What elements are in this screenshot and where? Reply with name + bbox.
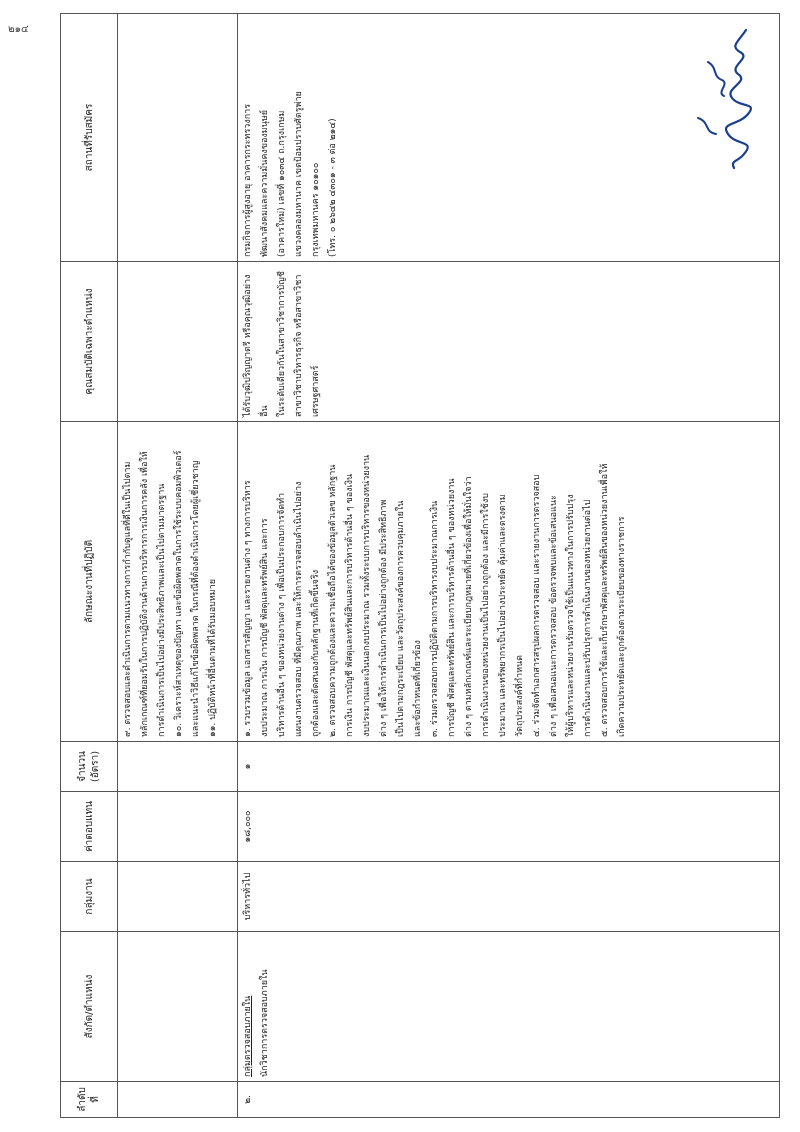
duty-line: การดำเนินงานและปรับปรุงการดำเนินงานของหน่วยงานต่อไป bbox=[583, 499, 593, 737]
apply-place-line: (อาคารใหม่) เลขที่ ๑๐๓๔ ถ.กรุงเกษม bbox=[277, 110, 287, 257]
prev-position-cell bbox=[118, 932, 238, 1082]
prev-qualification-cell bbox=[118, 262, 238, 422]
prev-duty-line: ๙. ตรวจสอบและดำเนินการตามแนวทางการกำกับดูแลที่ดีในเป็นไปตาม bbox=[123, 461, 133, 737]
duty-line: บริหารด้านอื่น ๆ ของหน่วยงานต่าง ๆ เพื่อเป็นประกอบการจัดทำ bbox=[277, 492, 287, 737]
prev-pay-cell bbox=[118, 792, 238, 862]
header-count: จำนวน (อัตรา) bbox=[61, 742, 118, 792]
row-duties-cell bbox=[238, 422, 780, 742]
duty-line: ต่าง ๆ เพื่อเสนอแนะการตรวจสอบ ข้อตรวจพบและข้อเสนอแนะ bbox=[549, 495, 559, 737]
table-header-row bbox=[61, 14, 118, 1118]
continuation-row bbox=[118, 14, 238, 1118]
duty-line: และข้อกำหนดที่เกี่ยวข้อง bbox=[413, 640, 423, 737]
duty-line: เกิดความประหยัดและถูกต้องตามระเบียบของทางราชการ bbox=[617, 516, 627, 737]
prev-count-cell bbox=[118, 742, 238, 792]
prev-no-cell bbox=[118, 1082, 238, 1118]
duty-line: ๓. ร่วมตรวจสอบการปฏิบัติตามการบริหารงบประมาณการเงิน bbox=[430, 500, 440, 737]
duty-line: การดำเนินงานของหน่วยงานเป็นไปอย่างถูกต้อง และมีการใช้งบ bbox=[481, 493, 491, 737]
qualification-line: สาขาวิชาบริหารธุรกิจ หรือสาขาวิชาเศรษฐศาสตร์ bbox=[294, 274, 321, 417]
header-position: สังกัด/ตำแหน่ง bbox=[61, 932, 118, 1082]
header-qualification: คุณสมบัติเฉพาะตำแหน่ง bbox=[61, 262, 118, 422]
apply-place-line: (โทร. ๐ ๒๖๔๒ ๔๓๐๑ - ๓ ต่อ ๒๑๔) bbox=[328, 118, 338, 257]
duty-line: แผนงานตรวจสอบ ที่มีคุณภาพ และให้การตรวจสอบดำเนินไปอย่าง bbox=[294, 481, 304, 737]
header-duties: ลักษณะงานที่ปฏิบัติ bbox=[61, 422, 118, 742]
duty-line: การเงิน การบัญชี พัสดุและทรัพย์สินและการบริหารด้านอื่น ๆ ของเงิน bbox=[345, 473, 355, 737]
page-number: ๒๑๔ bbox=[8, 24, 29, 35]
duty-line: วัตถุประสงค์ที่กำหนด bbox=[515, 654, 525, 737]
rotated-recruitment-table-wrapper bbox=[60, 14, 780, 1118]
duty-line: ประมาณ และทรัพยากรเป็นไปอย่างประหยัด คุ้มค่าและตรงตาม bbox=[498, 494, 508, 737]
duty-line: ๕. ตรวจสอบการใช้และเก็บรักษาพัสดุและทรัพย์สินของหน่วยงานเพื่อให้ bbox=[600, 463, 610, 737]
duty-line: ๑. รวบรวมข้อมูล เอกสารสัญญา และรายงานต่าง ๆ ทางการบริหาร bbox=[243, 480, 253, 737]
row-position-cell bbox=[238, 932, 780, 1082]
row-pay: ๑๘,๐๐๐ bbox=[238, 792, 780, 862]
prev-duty-line: ๑๐. วิเคราะห์สาเหตุของปัญหา และข้อผิดพลาดในการใช้ระบบคอมพิวเตอร์ bbox=[174, 450, 184, 737]
apply-place-line: กรมกิจการผู้สูงอายุ อาคารกระทรวงการ bbox=[243, 103, 253, 257]
qualification-line: ในระดับเดียวกันในสาขาวิชาการบัญชี bbox=[277, 271, 287, 417]
header-apply-place: สถานที่รับสมัคร bbox=[61, 14, 118, 262]
prev-group-cell bbox=[118, 862, 238, 932]
duty-line: งบประมาณ การเงิน การบัญชี พัสดุและทรัพย์สิน และการ bbox=[260, 518, 270, 737]
duty-line: ต่าง ๆ เพื่อให้การดำเนินการเป็นไปอย่างถูกต้อง มีประสิทธิภาพ bbox=[379, 499, 389, 737]
duty-line: ต่าง ๆ ตามหลักเกณฑ์และระเบียบกฎหมายที่เกี่ยวข้องเพื่อให้มั่นใจว่า bbox=[464, 476, 474, 737]
duty-line: ๒. ตรวจสอบความถูกต้องและความเชื่อถือได้ของข้อมูลตัวเลข หลักฐาน bbox=[328, 464, 338, 737]
duty-line: ๔. ร่วมจัดทำเอกสารสรุปผลการตรวจสอบ และรายงานการตรวจสอบ bbox=[532, 474, 542, 737]
header-pay: ค่าตอบแทน bbox=[61, 792, 118, 862]
prev-duty-line: การดำเนินการเป็นไปอย่างมีประสิทธิภาพและเป็นไปตามมาตรฐาน bbox=[157, 483, 167, 737]
prev-duties-cell bbox=[118, 422, 238, 742]
row-count: ๑ bbox=[238, 742, 780, 792]
duty-line: การบัญชี พัสดุและทรัพย์สิน และการบริหารด้านอื่น ๆ ของหน่วยงาน bbox=[447, 478, 457, 737]
duty-line: ถูกต้องและตัดสนองกับหลักฐานที่เกิดขึ้นจริง bbox=[311, 569, 321, 737]
apply-place-line: กรุงเทพมหานคร ๑๐๑๐๐ bbox=[311, 162, 321, 257]
duty-line: งบประมาณและเงินนอกงบประมาณ รวมทั้งระบบการบริหารของหน่วยงาน bbox=[362, 454, 372, 737]
recruitment-table bbox=[60, 13, 780, 1118]
duty-line: เป็นไปตามกฎระเบียบ และวัตถุประสงค์ของการควบคุมภายใน bbox=[396, 500, 406, 737]
prev-duty-line: หลักเกณฑ์ที่ยอมรับในการปฏิบัติงานด้านการบริหารการเงินการคลัง เพื่อให้ bbox=[140, 451, 150, 737]
prev-duty-line: และแนะนำวิธีแก้ไขข้อผิดพลาด ในกรณีที่ต้องดำเนินการโดยผู้เชี่ยวชาญ bbox=[191, 460, 201, 737]
header-no: ลำดับที่ bbox=[61, 1082, 118, 1118]
header-group: กลุ่มงาน bbox=[61, 862, 118, 932]
row-group: บริหารทั่วไป bbox=[238, 862, 780, 932]
apply-place-line: พัฒนาสังคมและความมั่นคงของมนุษย์ bbox=[260, 109, 270, 257]
row-qualification-cell bbox=[238, 262, 780, 422]
handwritten-signature bbox=[668, 22, 778, 172]
row-unit: กลุ่มตรวจสอบภายใน bbox=[243, 995, 253, 1077]
table-row bbox=[238, 14, 780, 1118]
apply-place-line: แขวงคลองมหานาค เขตป้อมปราบศัตรูพ่าย bbox=[294, 91, 304, 257]
row-no: ๒. bbox=[238, 1082, 780, 1118]
qualification-line: ได้รับวุฒิปริญญาตรี หรือคุณวุฒิอย่างอื่น bbox=[243, 274, 270, 417]
prev-apply-place-cell bbox=[118, 14, 238, 262]
row-position: นักวิชาการตรวจสอบภายใน bbox=[260, 969, 270, 1077]
duty-line: ให้ผู้บริหารและหน่วยงานรับตรวจใช้เป็นแนวทางในการปรับปรุง bbox=[566, 494, 576, 737]
prev-duty-line: ๑๑. ปฏิบัติหน้าที่อื่นตามที่ได้รับมอบหมาย bbox=[208, 578, 218, 737]
